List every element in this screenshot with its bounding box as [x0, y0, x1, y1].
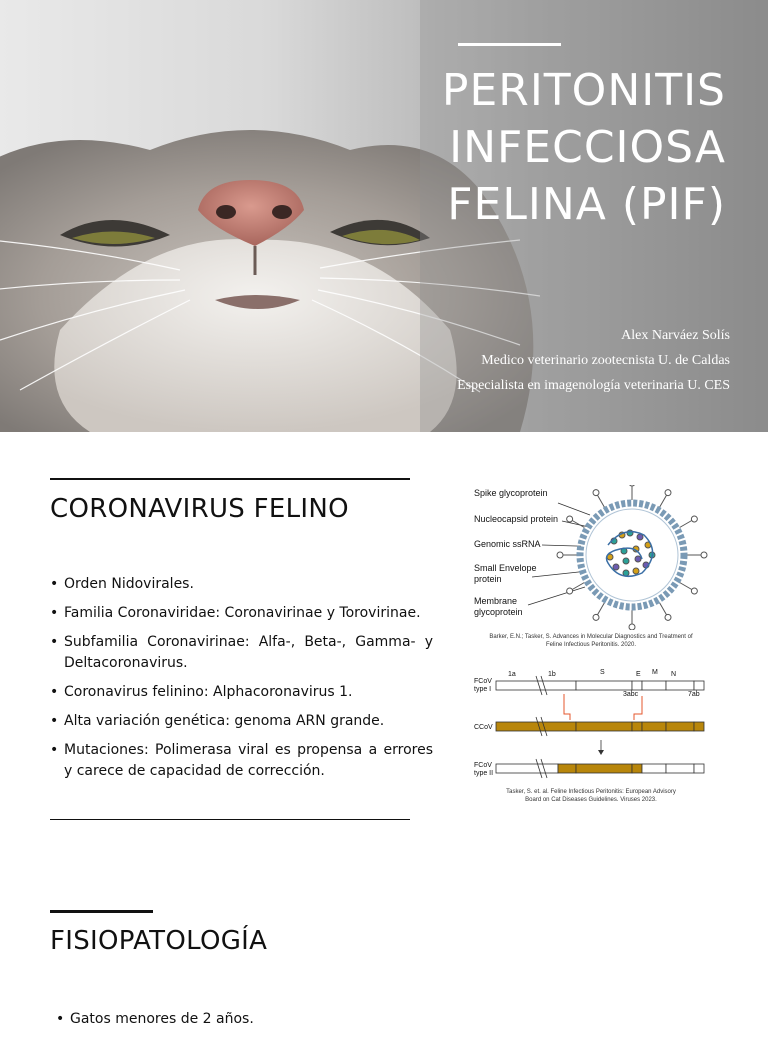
coronavirus-structure-figure: [470, 485, 712, 655]
row-label: type II: [474, 770, 494, 777]
author-specialty: Especialista en imagenología veterinaria U. CES: [457, 378, 730, 393]
virion-diagram: [470, 485, 712, 630]
title-line: FELINA (PIF): [447, 179, 726, 230]
list-item: • Subfamilia Coronavirinae: Alfa-, Beta-, Gamma- y Deltacoronavirus.: [50, 632, 433, 674]
section-heading-fisiopatologia: FISIOPATOLOGÍA: [50, 926, 268, 956]
list-item: • Orden Nidovirales.: [50, 574, 433, 595]
row-label: type I: [474, 686, 492, 693]
list-item: • Familia Coronaviridae: Coronavirinae y Torovirinae.: [50, 603, 433, 624]
genome-recombination-figure: [470, 664, 712, 804]
gene-label: 1b: [548, 671, 556, 678]
label-spike: Spike glycoprotein: [474, 488, 548, 498]
list-item: • Alta variación genética: genoma ARN grande.: [50, 711, 433, 732]
section-heading-coronavirus: CORONAVIRUS FELINO: [50, 494, 349, 524]
list-item: • Coronavirus felinino: Alphacoronavirus 1.: [50, 682, 433, 703]
label-membrane: Membrane glycoprotein: [474, 596, 523, 617]
author-degree: Medico veterinario zootecnista U. de Caldas: [481, 353, 730, 368]
caption-line: Feline Infectious Peritonitis. 2020.: [545, 642, 637, 648]
hero-banner: [0, 0, 768, 432]
row-label: FCoV: [474, 678, 492, 685]
gene-label: M: [652, 669, 658, 676]
author-credits: [410, 323, 730, 398]
gene-label: 7ab: [688, 691, 700, 698]
section-divider-top: [50, 478, 410, 480]
author-name: Alex Narváez Solís: [621, 328, 730, 343]
gene-label: 1a: [508, 671, 516, 678]
section-divider-short: [50, 910, 153, 913]
gene-label: 3abc: [623, 691, 639, 698]
row-label: CCoV: [474, 724, 493, 731]
row-label: FCoV: [474, 762, 492, 769]
list-item: • Gatos menores de 2 años.: [56, 1009, 439, 1030]
caption-line: Board on Cat Diseases Guidelines. Viruses 2023.: [525, 797, 657, 803]
caption-line: Tasker, S. et. al. Feline Infectious Peritonitis: European Advisory: [506, 789, 676, 795]
title-line: INFECCIOSA: [449, 122, 726, 173]
gene-label: E: [636, 671, 641, 678]
caption-line: Barker, E.N.; Tasker, S. Advances in Molecular Diagnostics and Treatment of: [489, 634, 693, 640]
title-line: PERITONITIS: [441, 65, 726, 116]
label-envelope: Small Envelope protein: [474, 563, 537, 584]
list-item: • Mutaciones: Polimerasa viral es propensa a errores y carece de capacidad de corrección.: [50, 740, 433, 782]
section-divider-bottom: [50, 819, 410, 820]
genome-figure-caption: [470, 788, 712, 804]
hero-title: [396, 62, 726, 233]
gene-label: N: [671, 671, 677, 678]
label-nucleocapsid: Nucleocapsid protein: [474, 514, 559, 524]
coronavirus-bullet-list: [50, 574, 433, 790]
genome-diagram: [470, 664, 712, 786]
label-ssrna: Genomic ssRNA: [474, 539, 541, 549]
gene-label: S: [600, 669, 605, 676]
virus-figure-caption: [470, 633, 712, 649]
hero-accent-line: [458, 43, 561, 46]
